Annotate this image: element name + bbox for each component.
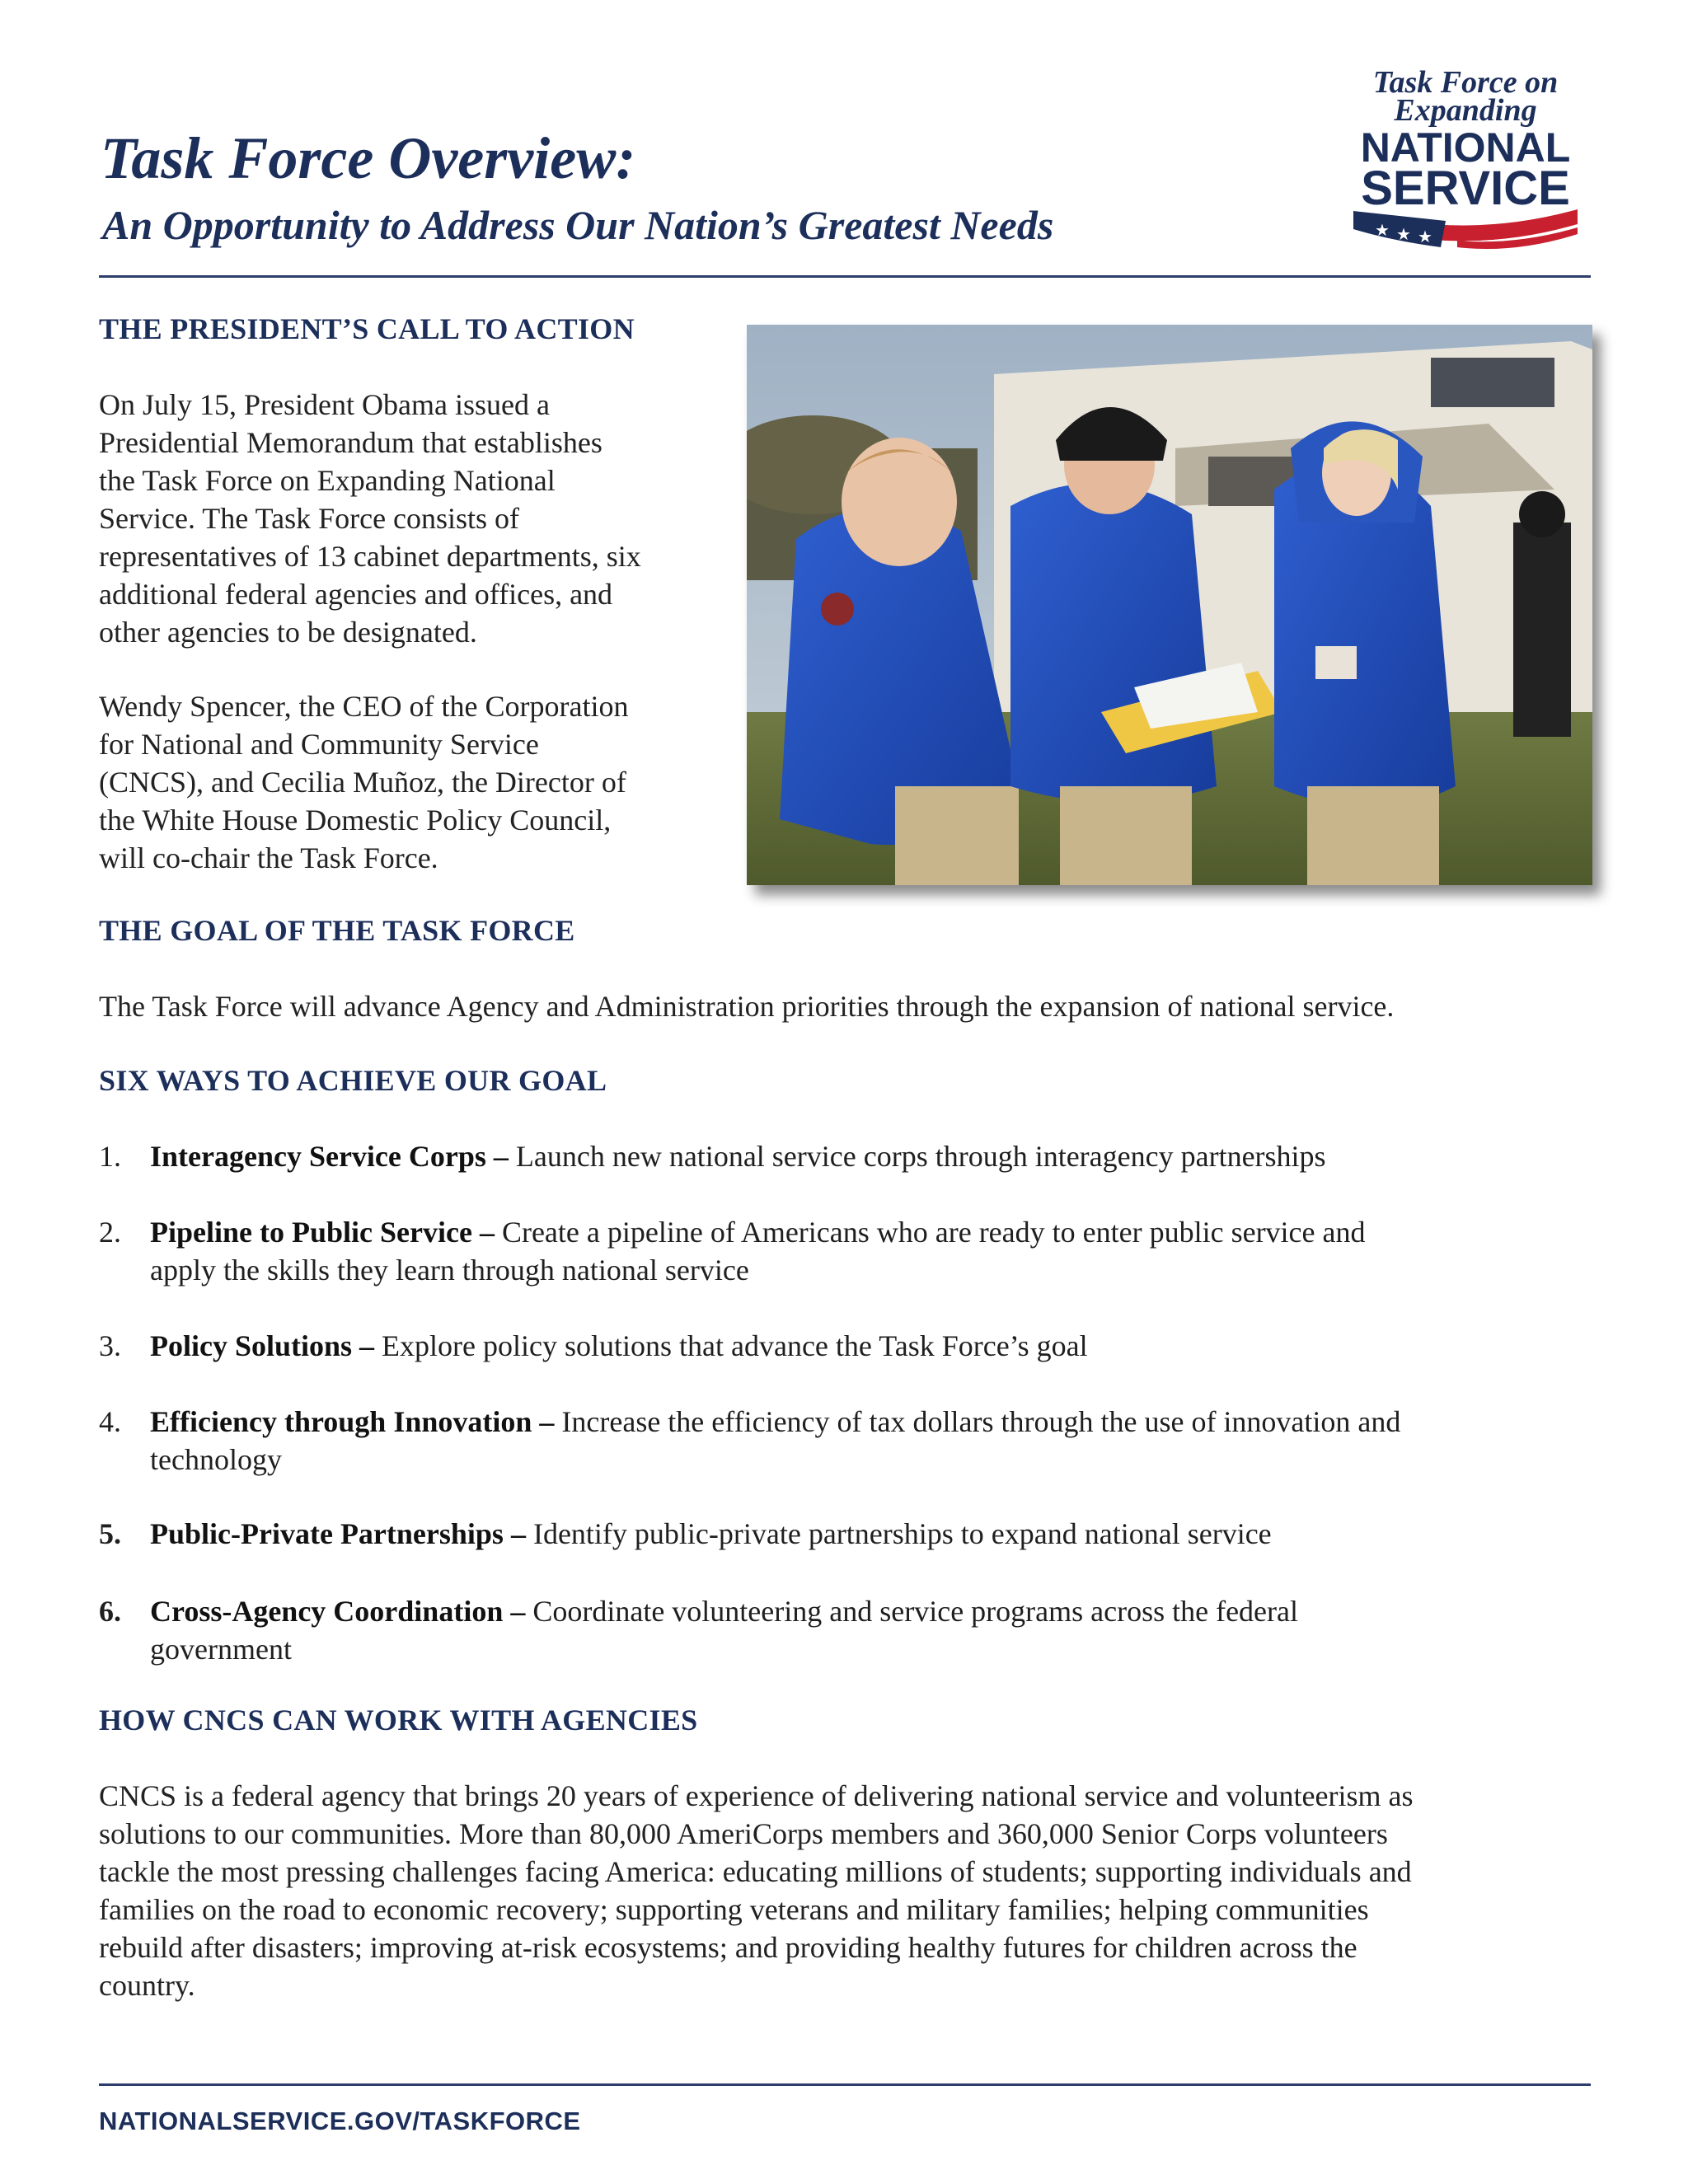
logo-line2: Expanding (1394, 93, 1537, 128)
list-number: 5. (99, 1517, 121, 1550)
list-number: 1. (99, 1140, 121, 1173)
text-line: solutions to our communities. More than 80,000 AmeriCorps members and 360,000 Senior Corps volunteers (99, 1817, 1388, 1850)
heading-goal: THE GOAL OF THE TASK FORCE (99, 914, 575, 947)
list-item-text: Coordinate volunteering and service programs across the federal (532, 1595, 1298, 1628)
text-line: On July 15, President Obama issued a (99, 388, 550, 421)
list-item-text: Launch new national service corps through interagency partnerships (515, 1140, 1326, 1173)
logo-line3: NATIONAL (1360, 124, 1571, 171)
text-line: tackle the most pressing challenges facing America: educating millions of students; supporting individuals and (99, 1855, 1412, 1888)
logo-line1: Task Force on (1372, 65, 1559, 100)
list-number: 3. (99, 1329, 121, 1362)
text-line: CNCS is a federal agency that brings 20 years of experience of delivering national service and volunteerism as (99, 1779, 1414, 1812)
header-divider (99, 275, 1591, 278)
text-line: the White House Domestic Policy Council, (99, 804, 612, 837)
list-item-text: Explore policy solutions that advance the Task Force’s goal (382, 1329, 1088, 1362)
list-item-text: technology (150, 1443, 282, 1476)
heading-cncs: HOW CNCS CAN WORK WITH AGENCIES (99, 1704, 698, 1736)
list-item-text: Create a pipeline of Americans who are ready to enter public service and (501, 1216, 1366, 1249)
list-item-title: Public-Private Partnerships – (150, 1517, 526, 1550)
volunteers-photo (747, 325, 1592, 885)
list-item-text: government (150, 1633, 292, 1666)
flag-banner-icon (1353, 209, 1578, 249)
text-line: rebuild after disasters; improving at-risk ecosystems; and providing healthy futures for children across the (99, 1931, 1357, 1964)
text-line: (CNCS), and Cecilia Muñoz, the Director of (99, 766, 626, 799)
text-line: Wendy Spencer, the CEO of the Corporation (99, 690, 629, 723)
list-item-title: Efficiency through Innovation – (150, 1405, 555, 1438)
footer-url[interactable]: NATIONALSERVICE.GOV/TASKFORCE (99, 2107, 581, 2135)
text-line: additional federal agencies and offices, and (99, 578, 613, 611)
svg-text:★: ★ (1375, 220, 1390, 240)
heading-call-to-action: THE PRESIDENT’S CALL TO ACTION (99, 312, 635, 345)
footer-divider (99, 2083, 1591, 2086)
list-item-title: Pipeline to Public Service – (150, 1216, 495, 1249)
list-number: 2. (99, 1216, 121, 1249)
text-line: families on the road to economic recovery; supporting veterans and military families; helping communities (99, 1893, 1369, 1926)
svg-text:★: ★ (1396, 224, 1411, 244)
text-line: Presidential Memorandum that establishes (99, 426, 603, 459)
text-line: for National and Community Service (99, 728, 539, 761)
text-line: other agencies to be designated. (99, 616, 477, 649)
list-item-text: Identify public-private partnerships to expand national service (532, 1517, 1272, 1550)
list-item-title: Interagency Service Corps – (150, 1140, 509, 1173)
text-line: the Task Force on Expanding National (99, 464, 556, 497)
page-subtitle: An Opportunity to Address Our Nation’s Greatest Needs (102, 202, 1054, 248)
heading-six-ways: SIX WAYS TO ACHIEVE OUR GOAL (99, 1064, 607, 1097)
paragraph-call-2 (99, 687, 725, 877)
svg-text:★: ★ (1418, 227, 1432, 246)
list-item-text: apply the skills they learn through national service (150, 1254, 749, 1286)
goal-text: The Task Force will advance Agency and Administration priorities through the expansion of national service. (99, 990, 1395, 1023)
list-item-text: Increase the efficiency of tax dollars through the use of innovation and (561, 1405, 1401, 1438)
page-title: Task Force Overview: (101, 125, 636, 191)
paragraph-call-1 (99, 386, 725, 651)
text-line: Service. The Task Force consists of (99, 502, 520, 535)
cncs-paragraph (99, 1777, 1599, 2004)
list-number: 6. (99, 1595, 121, 1628)
list-item-title: Cross-Agency Coordination – (150, 1595, 526, 1628)
logo-line4: SERVICE (1361, 162, 1570, 215)
task-force-logo (1342, 64, 1589, 262)
list-item-title: Policy Solutions – (150, 1329, 375, 1362)
text-line: country. (99, 1969, 195, 2002)
text-line: will co-chair the Task Force. (99, 841, 438, 874)
list-number: 4. (99, 1405, 121, 1438)
text-line: representatives of 13 cabinet departments, six (99, 540, 641, 573)
